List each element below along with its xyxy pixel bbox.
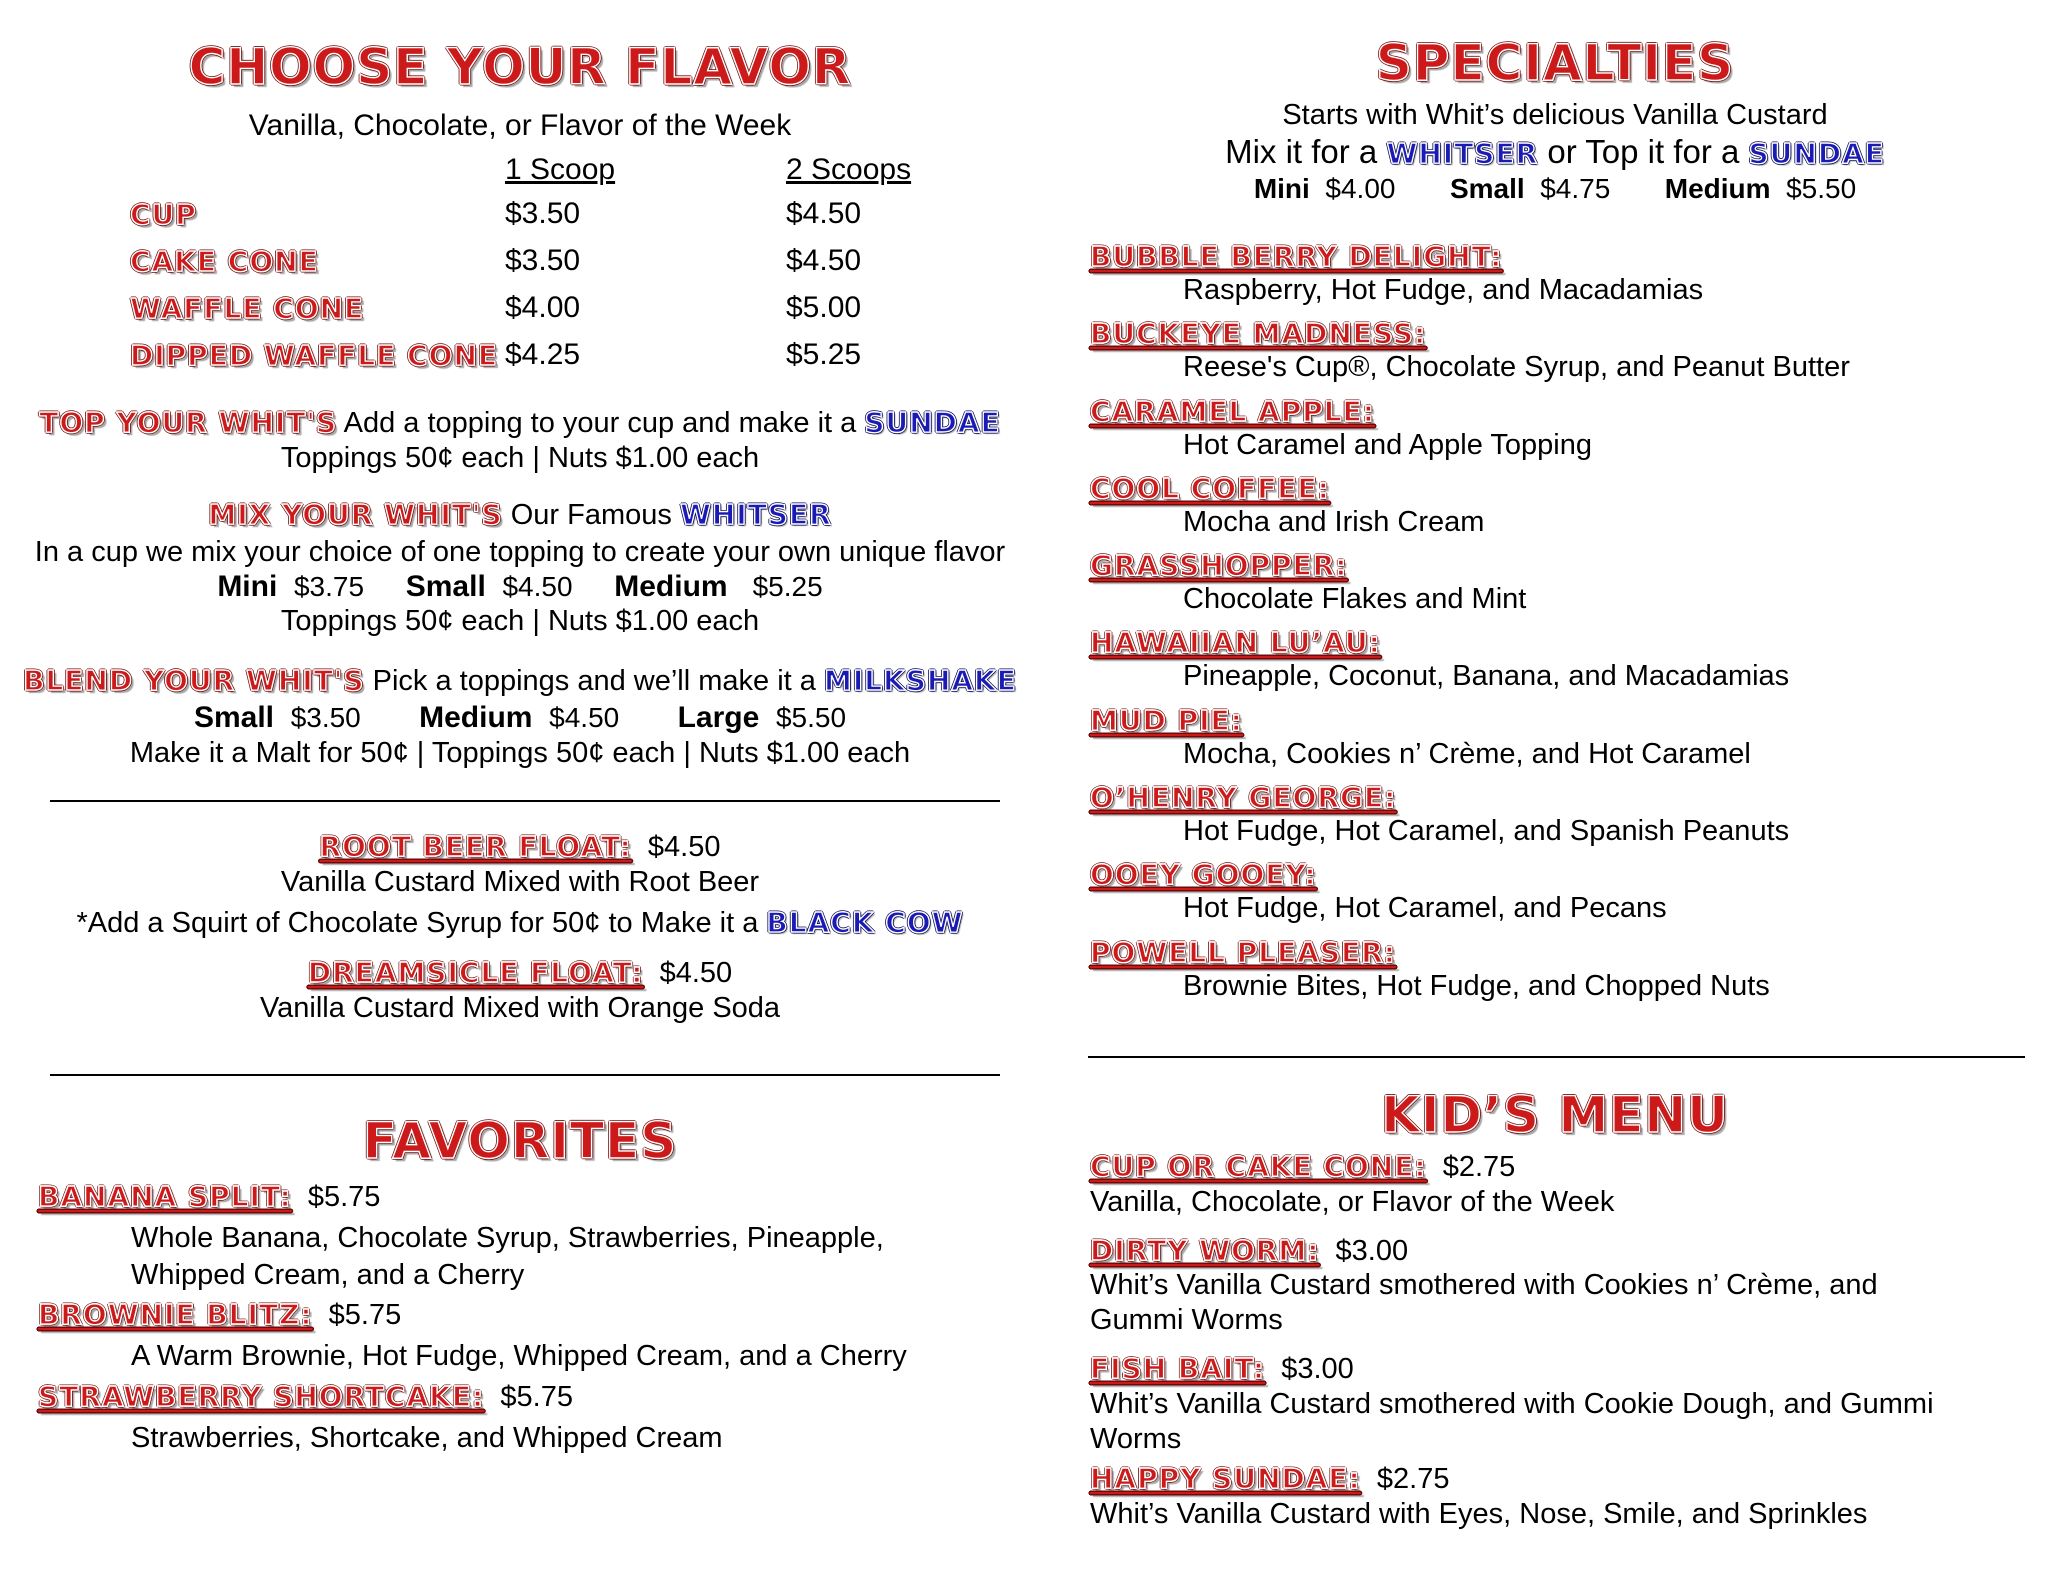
favorites-title: FAVORITES	[362, 1112, 678, 1170]
list-item	[1090, 240, 2030, 317]
specialties-title: SPECIALTIES	[1375, 34, 1735, 92]
mix-toppings-prices: Toppings 50¢ each | Nuts $1.00 each	[280, 605, 760, 638]
item-desc: Hot Fudge, Hot Caramel, and Spanish Peanuts	[1183, 815, 1790, 848]
list-item	[1090, 1234, 2030, 1338]
size-label: Medium	[419, 700, 533, 734]
black-cow-word: BLACK COW	[766, 905, 964, 939]
list-item	[1090, 626, 2030, 703]
item-desc: Vanilla, Chocolate, or Flavor of the Week	[1090, 1185, 1615, 1218]
list-item	[1090, 936, 2030, 1013]
size-label: Mini	[1253, 172, 1310, 204]
item-desc: Chocolate Flakes and Mint	[1183, 583, 1527, 616]
item-name: POWELL PLEASER:	[1090, 935, 1396, 969]
item-desc: Strawberries, Shortcake, and Whipped Cream	[131, 1421, 723, 1454]
item-name: GRASSHOPPER:	[1090, 549, 1348, 583]
size-price: $3.75	[293, 570, 365, 602]
divider	[50, 1074, 1000, 1076]
item-desc: Hot Caramel and Apple Topping	[1183, 428, 1592, 461]
flavor-row-one-scoop: $4.00	[505, 291, 581, 324]
size-price: $5.50	[775, 701, 847, 733]
flavor-row-name: DIPPED WAFFLE CONE	[130, 339, 498, 372]
list-item	[1090, 317, 2030, 394]
item-desc: Raspberry, Hot Fudge, and Macadamias	[1183, 274, 1704, 306]
whitser-word: WHITSER	[1386, 136, 1539, 170]
choose-flavor-title: CHOOSE YOUR FLAVOR	[188, 38, 852, 96]
item-name: OOEY GOOEY:	[1090, 858, 1317, 892]
list-item	[1090, 472, 2030, 549]
flavor-row-two-scoops: $5.25	[786, 338, 862, 371]
specialties-line1: Starts with Whit’s delicious Vanilla Custard	[1282, 99, 1828, 131]
item-name: COOL COFFEE:	[1090, 471, 1330, 505]
item-name: MUD PIE:	[1090, 703, 1243, 737]
item-price: $2.75	[1442, 1151, 1516, 1183]
divider	[1088, 1056, 2025, 1058]
one-scoop-header: 1 Scoop	[505, 153, 616, 186]
item-name: DIRTY WORM:	[1090, 1233, 1320, 1267]
top-your-whits-label: TOP YOUR WHIT'S	[39, 406, 338, 439]
top-toppings-prices: Toppings 50¢ each | Nuts $1.00 each	[280, 441, 760, 474]
black-cow-text: *Add a Squirt of Chocolate Syrup for 50¢ to Make it a	[76, 906, 759, 939]
item-name: BROWNIE BLITZ:	[38, 1298, 313, 1332]
list-item	[1090, 395, 2030, 472]
list-item	[1090, 704, 2030, 781]
choose-flavor-subtitle: Vanilla, Chocolate, or Flavor of the Week	[248, 109, 792, 142]
dreamsicle-float-price: $4.50	[659, 957, 733, 990]
item-desc: Whole Banana, Chocolate Syrup, Strawberries, Pineapple,	[131, 1221, 884, 1254]
item-desc: Whit’s Vanilla Custard smothered with Cookie Dough, and Gummi Worms	[1090, 1387, 1934, 1455]
size-price: $4.75	[1540, 172, 1611, 204]
item-desc: Whit’s Vanilla Custard with Eyes, Nose, Smile, and Sprinkles	[1090, 1498, 1868, 1531]
size-label: Medium	[614, 569, 728, 603]
list-item	[1090, 1462, 2030, 1532]
list-item	[1090, 1150, 2030, 1220]
favorites-list	[38, 1180, 907, 1456]
item-name: FISH BAIT:	[1090, 1351, 1266, 1385]
item-desc: Pineapple, Coconut, Banana, and Macadamias	[1183, 660, 1790, 693]
top-your-whits-text: Add a topping to your cup and make it a	[343, 407, 857, 439]
item-name: O’HENRY GEORGE:	[1090, 781, 1397, 815]
flavor-row-one-scoop: $3.50	[505, 244, 581, 277]
specialties-intro	[1085, 98, 2025, 207]
flavor-row-two-scoops: $4.50	[786, 244, 862, 277]
flavor-row-name: WAFFLE CONE	[130, 292, 365, 325]
top-it-text: or Top it for a	[1547, 132, 1740, 170]
item-name: BUCKEYE MADNESS:	[1090, 317, 1427, 351]
flavor-row-one-scoop: $4.25	[505, 338, 581, 371]
item-name: BANANA SPLIT:	[38, 1180, 292, 1213]
item-name: STRAWBERRY SHORTCAKE:	[38, 1379, 485, 1413]
mix-it-text: Mix it for a	[1225, 132, 1378, 170]
list-item	[38, 1180, 907, 1292]
kids-menu-list	[1090, 1150, 2030, 1532]
blend-your-whits-text: Pick a toppings and we’ll make it a	[372, 665, 816, 697]
item-name: HAWAIIAN LU’AU:	[1090, 626, 1381, 660]
item-desc: Gummi Worms	[1090, 1304, 1283, 1337]
item-desc: Brownie Bites, Hot Fudge, and Chopped Nuts	[1183, 969, 1770, 1002]
kids-menu-title: KID’S MENU	[1381, 1086, 1729, 1144]
item-price: $3.00	[1281, 1352, 1354, 1385]
root-beer-float-desc: Vanilla Custard Mixed with Root Beer	[280, 865, 760, 898]
item-name: CARAMEL APPLE:	[1090, 394, 1375, 428]
flavor-row-name: CUP	[130, 198, 197, 231]
top-your-whits-section	[0, 406, 1040, 476]
size-label: Small	[193, 700, 275, 734]
list-item	[1090, 781, 2030, 858]
list-item	[1090, 549, 2030, 626]
blend-your-whits-label: BLEND YOUR WHIT'S	[23, 664, 365, 697]
size-price: $4.00	[1325, 172, 1396, 204]
list-item	[38, 1380, 907, 1456]
sundae-word: SUNDAE	[864, 406, 1001, 439]
blend-extras: Make it a Malt for 50¢ | Toppings 50¢ each | Nuts $1.00 each	[129, 737, 911, 770]
sundae-word: SUNDAE	[1748, 136, 1885, 170]
item-name: BUBBLE BERRY DELIGHT:	[1090, 240, 1503, 273]
item-price: $3.00	[1335, 1234, 1409, 1267]
mix-your-whits-text: Our Famous	[510, 499, 672, 531]
item-desc: Whipped Cream, and a Cherry	[131, 1258, 525, 1291]
list-item	[1090, 1352, 2030, 1456]
item-price: $5.75	[328, 1299, 402, 1332]
item-desc: Reese's Cup®, Chocolate Syrup, and Peanut Butter	[1183, 351, 1850, 384]
item-desc: Hot Fudge, Hot Caramel, and Pecans	[1183, 892, 1667, 925]
size-price: $5.25	[752, 570, 823, 602]
dreamsicle-float-desc: Vanilla Custard Mixed with Orange Soda	[259, 992, 781, 1025]
blend-your-whits-section	[0, 664, 1040, 771]
size-label: Large	[677, 700, 760, 734]
size-price: $4.50	[502, 570, 573, 602]
whitser-word: WHITSER	[679, 498, 832, 531]
list-item	[1090, 858, 2030, 935]
item-price: $5.75	[307, 1181, 381, 1213]
root-beer-float-name: ROOT BEER FLOAT:	[319, 830, 632, 863]
specialties-sizes	[1085, 171, 2025, 207]
mix-your-whits-label: MIX YOUR WHIT'S	[208, 498, 503, 531]
size-label: Mini	[217, 569, 278, 603]
root-beer-float-price: $4.50	[647, 831, 721, 863]
item-name: CUP OR CAKE CONE:	[1090, 1150, 1427, 1183]
item-desc: A Warm Brownie, Hot Fudge, Whipped Cream, and a Cherry	[131, 1340, 907, 1373]
size-label: Small	[405, 569, 486, 603]
two-scoops-header: 2 Scoops	[786, 153, 912, 186]
divider	[50, 800, 1000, 802]
floats-section	[0, 830, 1040, 1026]
milkshake-word: MILKSHAKE	[823, 664, 1017, 697]
size-price: $4.50	[549, 701, 620, 733]
item-desc: Mocha, Cookies n’ Crème, and Hot Caramel	[1183, 737, 1751, 770]
item-desc: Whit’s Vanilla Custard smothered with Cookies n’ Crème, and	[1090, 1269, 1878, 1302]
size-label: Medium	[1664, 172, 1771, 204]
dreamsicle-float-name: DREAMSICLE FLOAT:	[307, 956, 644, 990]
size-label: Small	[1449, 172, 1525, 204]
mix-description: In a cup we mix your choice of one topping to create your own unique flavor	[34, 535, 1006, 568]
specialties-list	[1090, 240, 2030, 1013]
mix-your-whits-section	[0, 498, 1040, 639]
size-price: $5.50	[1786, 172, 1857, 204]
item-desc: Mocha and Irish Cream	[1183, 505, 1485, 538]
mix-sizes	[0, 570, 1040, 605]
flavor-row-two-scoops: $4.50	[786, 197, 862, 230]
item-price: $2.75	[1376, 1463, 1450, 1496]
size-price: $3.50	[290, 701, 361, 733]
item-price: $5.75	[500, 1380, 573, 1413]
flavor-row-name: CAKE CONE	[130, 245, 319, 278]
flavor-row-one-scoop: $3.50	[505, 197, 581, 230]
blend-sizes	[0, 699, 1040, 737]
list-item	[38, 1298, 907, 1374]
flavor-row-two-scoops: $5.00	[786, 291, 862, 324]
item-name: HAPPY SUNDAE:	[1090, 1462, 1361, 1496]
